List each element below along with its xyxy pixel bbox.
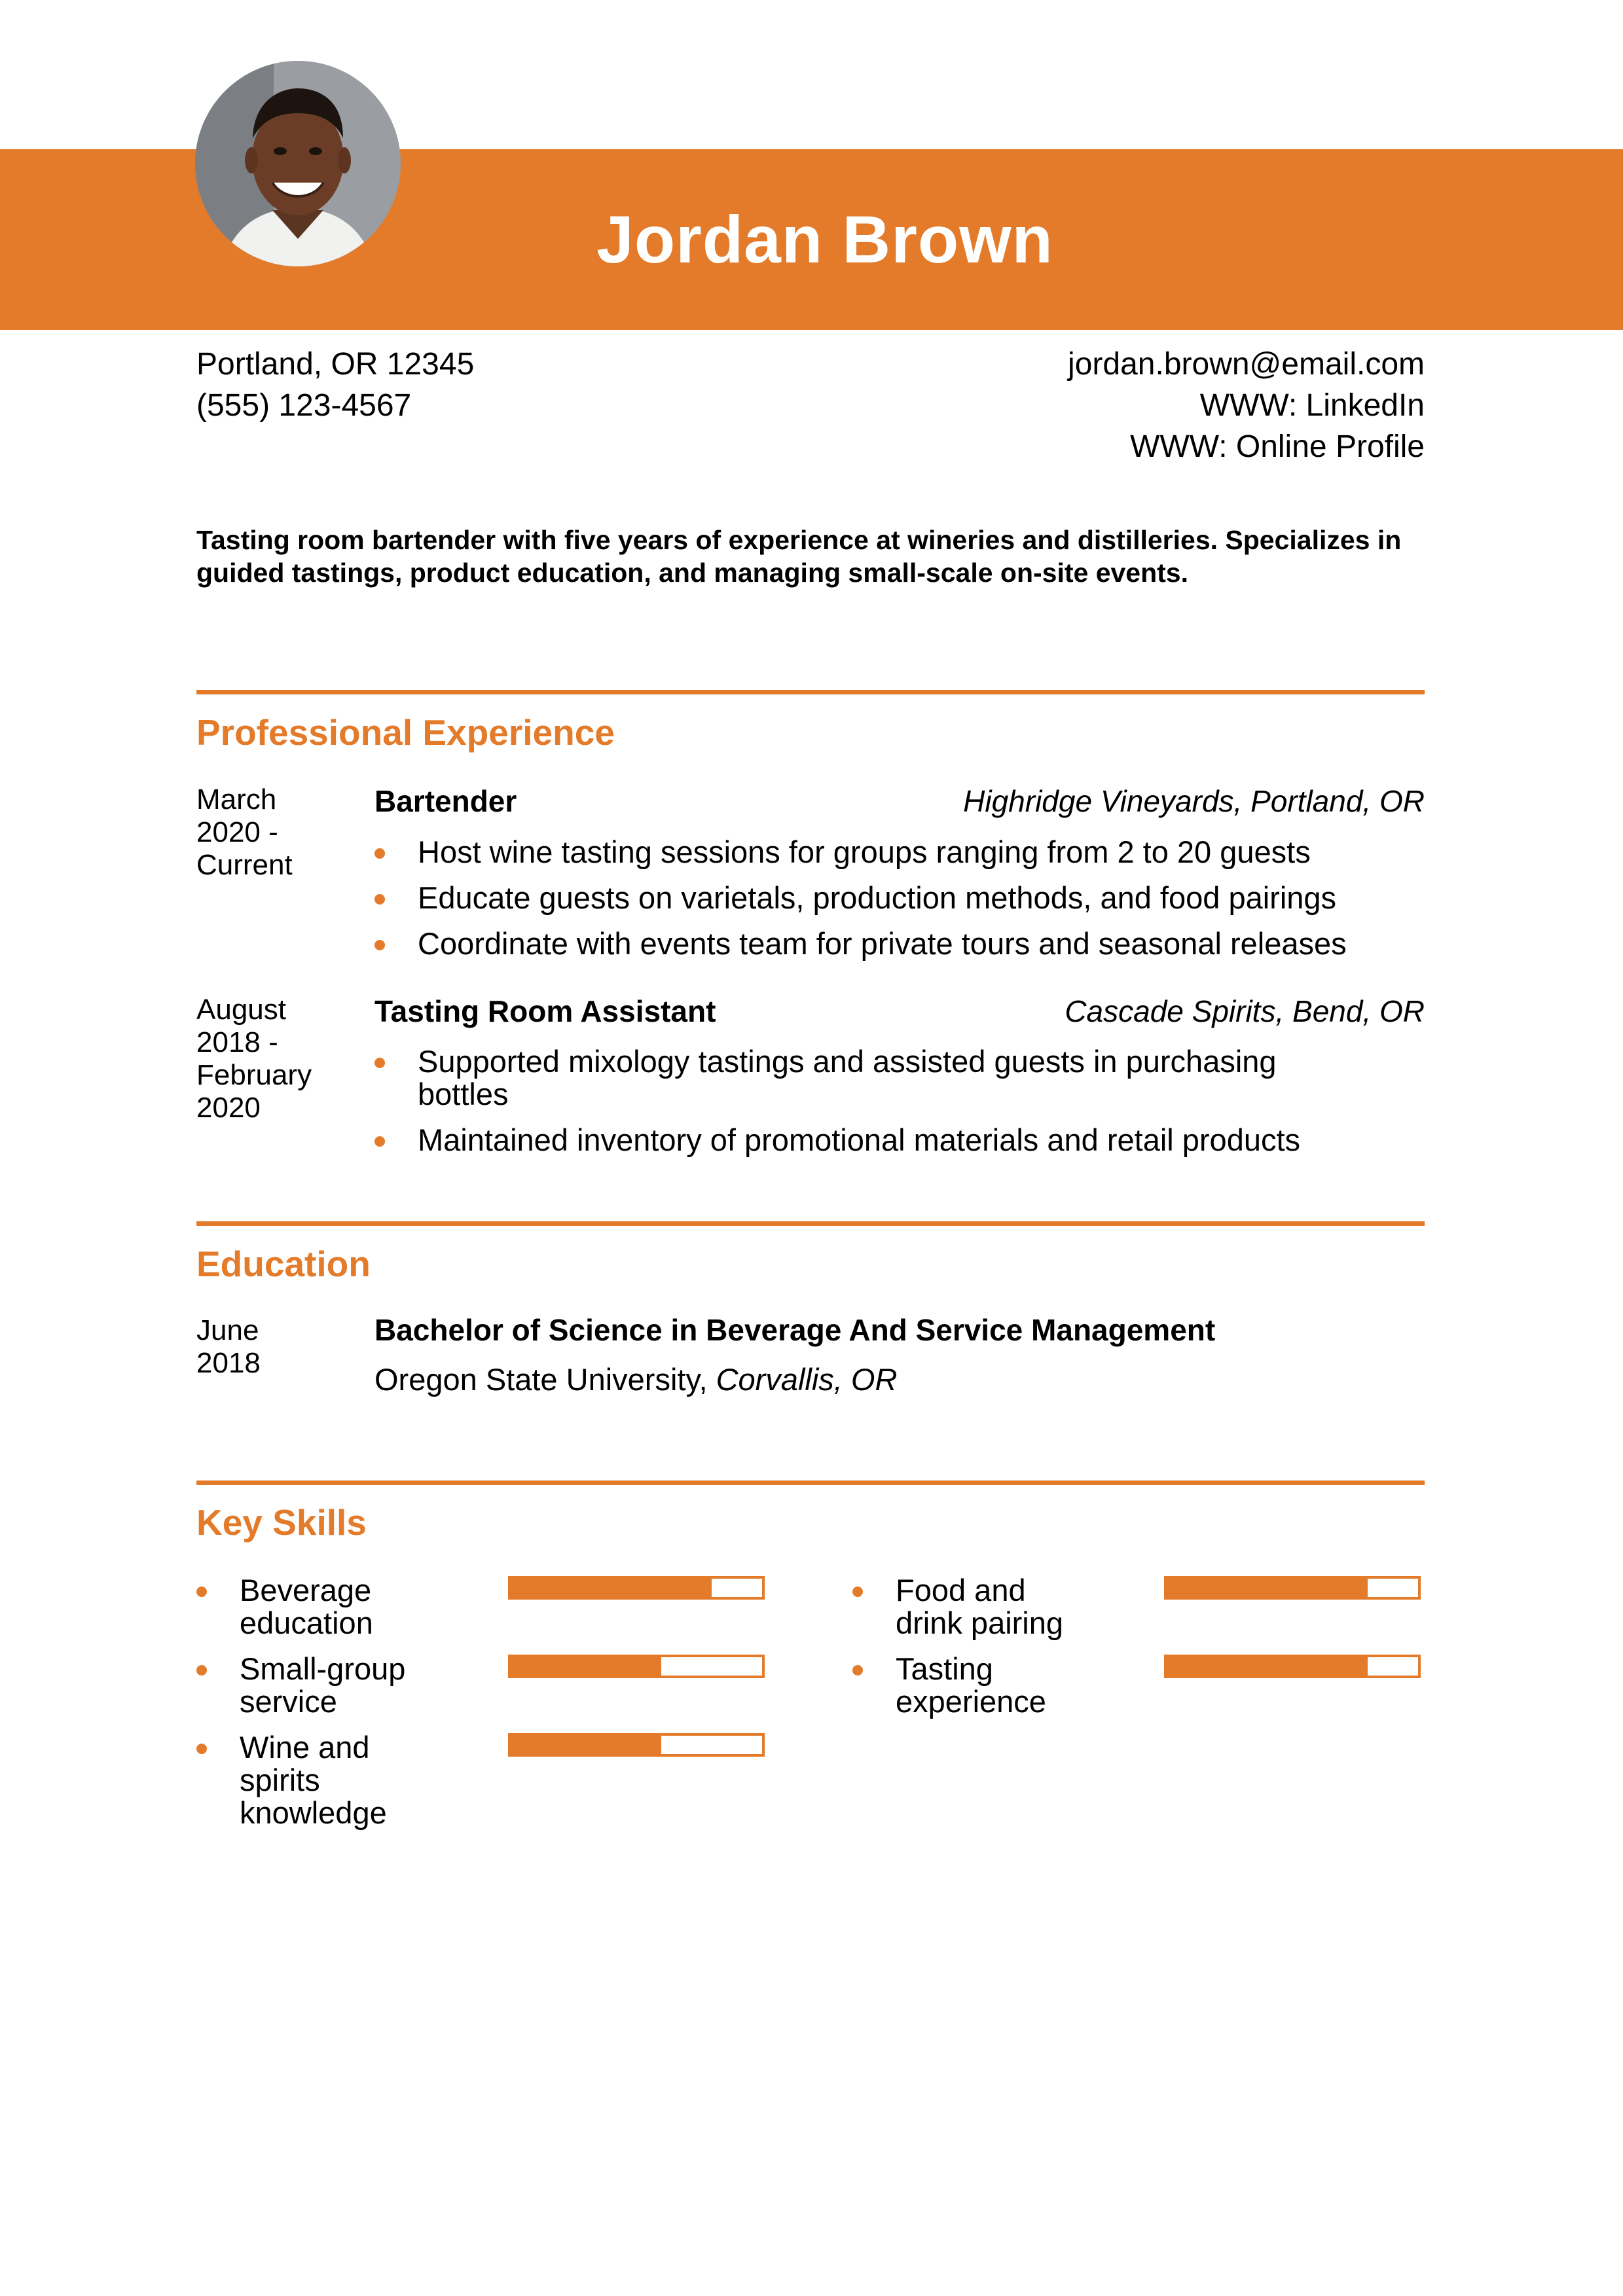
list-item: Maintained inventory of promotional materials and retail products <box>374 1124 1370 1157</box>
bullet-dot-icon <box>196 1744 207 1754</box>
skill-level-bar <box>1164 1576 1421 1600</box>
address: Portland, OR 12345 <box>196 347 475 382</box>
bullet-dot-icon <box>196 1665 207 1676</box>
skill-level-bar <box>508 1655 765 1678</box>
skill-label: Small-group service <box>240 1651 406 1719</box>
section-divider <box>196 1221 1425 1226</box>
section-divider <box>196 690 1425 694</box>
skill-label: Food and drink pairing <box>896 1573 1064 1640</box>
degree: Bachelor of Science in Beverage And Service Management <box>374 1313 1216 1347</box>
skill-level-fill <box>511 1657 661 1676</box>
list-item: Coordinate with events team for private tours and seasonal releases <box>374 927 1429 960</box>
phone: (555) 123-4567 <box>196 388 412 423</box>
bullet-dot-icon <box>374 1136 385 1147</box>
skill-level-bar <box>508 1576 765 1600</box>
school-name: Oregon State University, <box>374 1362 708 1397</box>
skill-level-fill <box>1167 1579 1368 1597</box>
list-item: Educate guests on varietals, production methods, and food pairings <box>374 882 1429 914</box>
bullet-dot-icon <box>374 1058 385 1068</box>
bullet-dot-icon <box>374 894 385 905</box>
skills-title: Key Skills <box>196 1502 367 1543</box>
bullet-dot-icon <box>374 848 385 859</box>
skill-level-bar <box>1164 1655 1421 1678</box>
bullet-dot-icon <box>374 940 385 950</box>
bullet-dot-icon <box>852 1587 863 1597</box>
skill-level-fill <box>1167 1657 1368 1676</box>
skill-level-fill <box>511 1579 712 1597</box>
education-title: Education <box>196 1244 371 1284</box>
job-date: March 2020 - Current <box>196 783 293 881</box>
candidate-name: Jordan Brown <box>596 202 1053 277</box>
section-divider <box>196 1480 1425 1485</box>
list-item: Supported mixology tastings and assisted guests in purchasing bottles <box>374 1045 1370 1111</box>
profile-photo <box>195 61 401 266</box>
person-avatar-icon <box>195 61 401 266</box>
contact-left <box>196 344 474 426</box>
contact-right <box>1068 344 1425 467</box>
linkedin-link[interactable]: WWW: LinkedIn <box>1199 388 1425 423</box>
summary: Tasting room bartender with five years of experience at wineries and distilleries. Specializes in guided tastings, product education, and managing small-scale on-site events. <box>196 525 1402 588</box>
skill-label: Beverage education <box>240 1573 373 1640</box>
job-role: Tasting Room Assistant <box>374 994 716 1028</box>
education-date: June 2018 <box>196 1314 261 1379</box>
skill-level-bar <box>508 1733 765 1757</box>
skill-level-fill <box>511 1736 661 1754</box>
job-employer: Cascade Spirits, Bend, OR <box>1065 994 1425 1028</box>
job-date: August 2018 - February 2020 <box>196 994 312 1124</box>
job-employer: Highridge Vineyards, Portland, OR <box>963 784 1425 818</box>
job-bullets <box>374 1045 1370 1170</box>
email-link[interactable]: jordan.brown@email.com <box>1068 347 1425 382</box>
experience-title: Professional Experience <box>196 712 615 753</box>
list-item: Host wine tasting sessions for groups ranging from 2 to 20 guests <box>374 836 1429 869</box>
online-profile-link[interactable]: WWW: Online Profile <box>1130 429 1425 464</box>
school <box>374 1361 897 1397</box>
school-location: Corvallis, OR <box>716 1362 898 1397</box>
job-bullets <box>374 836 1429 973</box>
bullet-dot-icon <box>852 1665 863 1676</box>
bullet-dot-icon <box>196 1587 207 1597</box>
skill-label: Tasting experience <box>896 1651 1046 1719</box>
skill-label: Wine and spirits knowledge <box>240 1730 387 1830</box>
job-role: Bartender <box>374 784 517 818</box>
